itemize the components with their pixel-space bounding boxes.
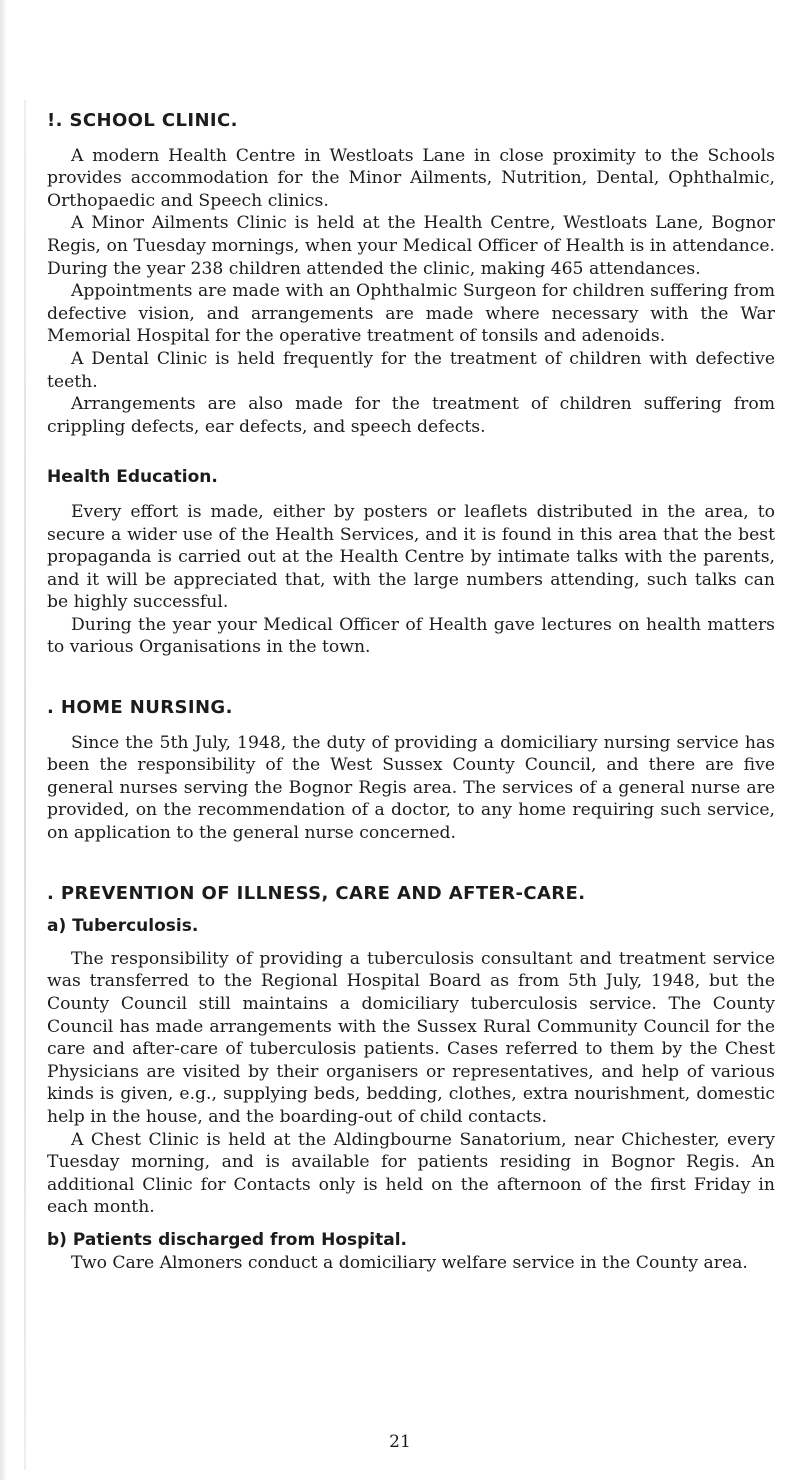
school-clinic-paragraph: A Dental Clinic is held frequently for the treatment of children with defective teeth. — [47, 348, 775, 392]
school-clinic-paragraph: A modern Health Centre in Westloats Lane in close proximity to the Schools provides accommodation for the Minor Ailments, Nutrition, Dental, Ophthalmic, Orthopaedic and Speech clinics. — [47, 145, 775, 211]
school-clinic-paragraph: Appointments are made with an Ophthalmic Surgeon for children suffering from defective vision, and arrangements are made where necessary with the War Memorial Hospital for the operative treatment of tonsils and adenoids. — [47, 281, 775, 347]
prevention-heading: . PREVENTION OF ILLNESS, CARE AND AFTER-CARE. — [47, 882, 586, 904]
discharged-patients-heading: b) Patients discharged from Hospital. — [47, 1229, 408, 1250]
tuberculosis-heading: a) Tuberculosis. — [47, 916, 199, 937]
discharged-patients-paragraph: Two Care Almoners conduct a domiciliary welfare service in the County area. — [71, 1252, 748, 1273]
binding-gutter — [24, 100, 26, 1470]
home-nursing-heading: . HOME NURSING. — [47, 697, 233, 719]
health-education-heading: Health Education. — [47, 467, 218, 488]
health-education-paragraph: Every effort is made, either by posters or leaflets distributed in the area, to secure a wider use of the Health Services, and it is found in this area that the best propaganda is carried out at the Health Centre by intimate talks with the parents, and it will be appreciated that, with the large numbers attending, such talks can be highly successful. — [47, 501, 775, 613]
health-education-paragraph: During the year your Medical Officer of Health gave lectures on health matters to various Organisations in the town. — [47, 614, 775, 658]
page-content — [47, 110, 775, 1274]
page-edge-shadow — [0, 0, 7, 1480]
school-clinic-heading: !. SCHOOL CLINIC. — [47, 110, 238, 131]
school-clinic-paragraph: A Minor Ailments Clinic is held at the Health Centre, Westloats Lane, Bognor Regis, on Tuesday mornings, when your Medical Officer of Health is in attendance. During the year 238 children attended the clinic, making 465 attendances. — [47, 213, 775, 279]
home-nursing-paragraph: Since the 5th July, 1948, the duty of providing a domiciliary nursing service has been the responsibility of the West Sussex County Council, and there are five general nurses serving the Bognor Regis area. The services of a general nurse are provided, on the recommendation of a doctor, to any home requiring such service, on application to the general nurse concerned. — [47, 732, 775, 844]
page-number: 21 — [389, 1432, 411, 1452]
tuberculosis-paragraph: The responsibility of providing a tuberculosis consultant and treatment service was transferred to the Regional Hospital Board as from 5th July, 1948, but the County Council still maintains a domiciliary tuberculosis service. The County Council has made arrangements with the Sussex Rural Community Council for the care and after-care of tuberculosis patients. Cases referred to them by the Chest Physicians are visited by their organisers or representatives, and help of various kinds is given, e.g., supplying beds, bedding, clothes, extra nourishment, domestic help in the house, and the boarding-out of child contacts. — [47, 948, 775, 1127]
tuberculosis-paragraph: A Chest Clinic is held at the Aldingbourne Sanatorium, near Chichester, every Tuesday morning, and is available for patients residing in Bognor Regis. An additional Clinic for Contacts only is held on the afternoon of the first Friday in each month. — [47, 1129, 775, 1218]
school-clinic-paragraph: Arrangements are also made for the treatment of children suffering from crippling defects, ear defects, and speech defects. — [47, 394, 775, 437]
